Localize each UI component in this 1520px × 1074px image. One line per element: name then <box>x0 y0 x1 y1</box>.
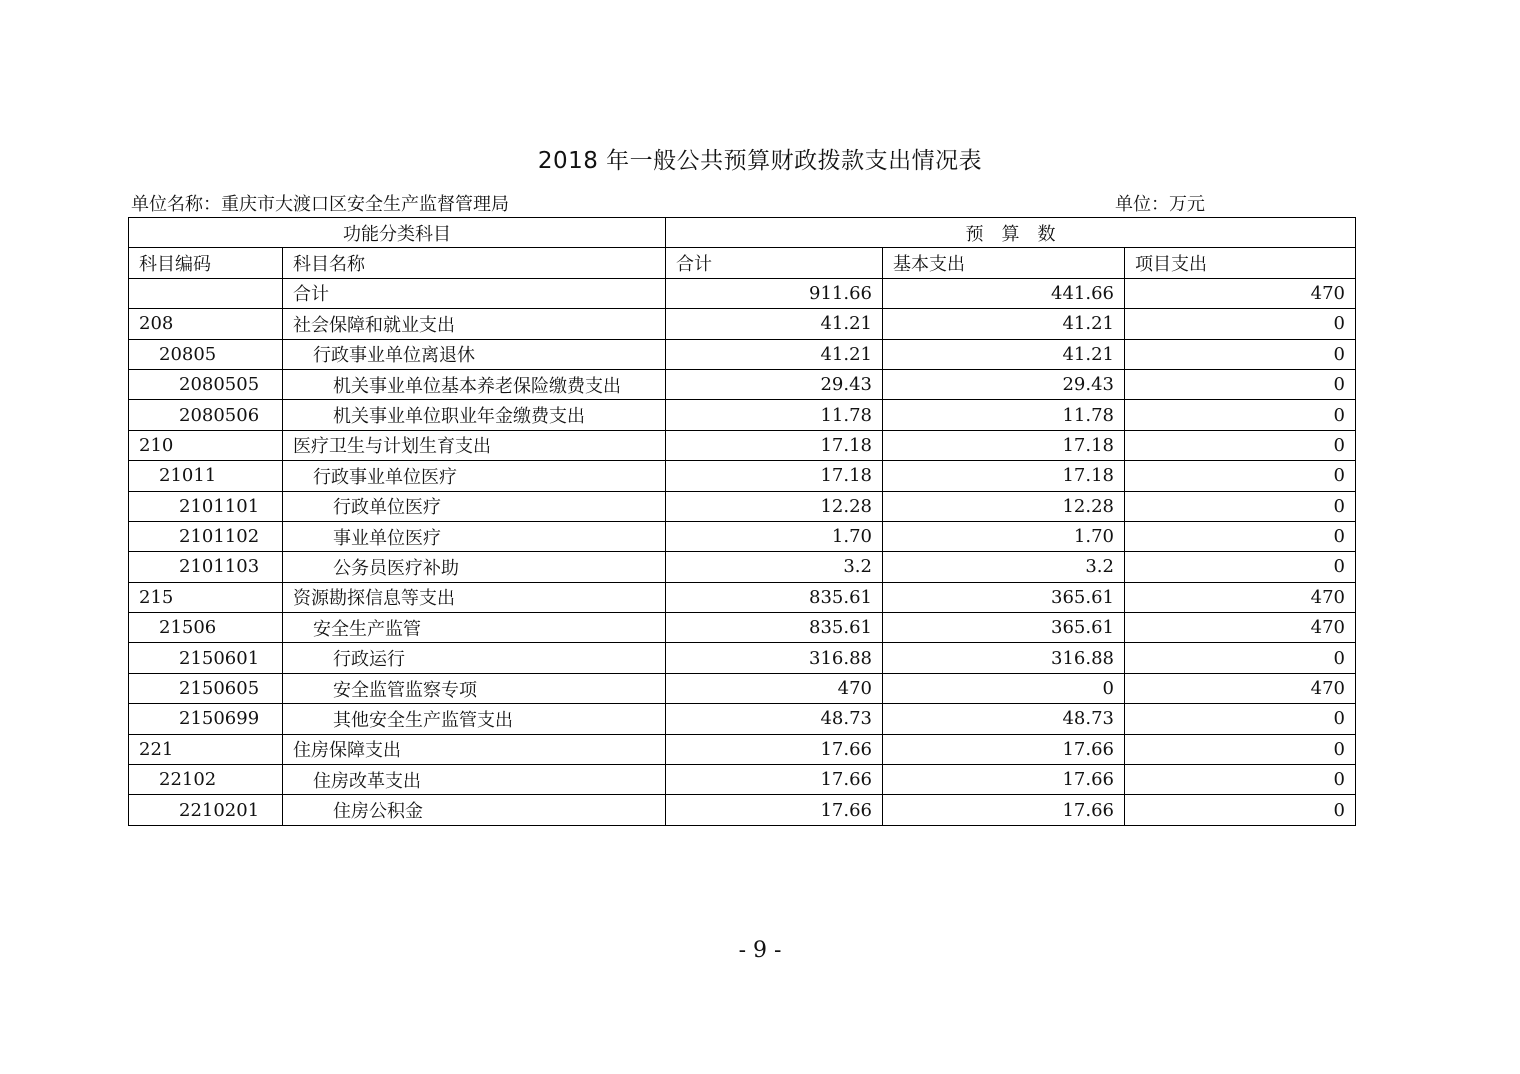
cell-name: 事业单位医疗 <box>283 521 666 551</box>
cell-code: 215 <box>129 582 283 612</box>
table-row <box>129 613 1356 643</box>
table-row <box>129 461 1356 491</box>
cell-basic: 41.21 <box>883 339 1125 369</box>
cell-code: 2150601 <box>129 643 283 673</box>
header-column-row <box>129 248 1356 278</box>
cell-total: 41.21 <box>666 309 883 339</box>
cell-total: 12.28 <box>666 491 883 521</box>
table-row <box>129 734 1356 764</box>
cell-total: 48.73 <box>666 704 883 734</box>
page-number: - 9 - <box>738 938 782 963</box>
cell-total: 17.66 <box>666 734 883 764</box>
header-total: 合计 <box>666 248 883 278</box>
cell-code: 2101102 <box>129 521 283 551</box>
unit-name-label: 单位名称：重庆市大渡口区安全生产监督管理局 <box>131 194 509 215</box>
cell-code: 22102 <box>129 765 283 795</box>
cell-basic: 17.18 <box>883 461 1125 491</box>
cell-project: 0 <box>1125 461 1356 491</box>
cell-name: 行政事业单位医疗 <box>283 461 666 491</box>
cell-project: 0 <box>1125 309 1356 339</box>
header-budget-amount: 预 算 数 <box>666 218 1356 248</box>
cell-total: 41.21 <box>666 339 883 369</box>
cell-basic: 441.66 <box>883 278 1125 308</box>
table-row <box>129 582 1356 612</box>
cell-basic: 365.61 <box>883 582 1125 612</box>
cell-project: 0 <box>1125 704 1356 734</box>
cell-basic: 365.61 <box>883 613 1125 643</box>
table-row <box>129 369 1356 399</box>
table-body <box>129 278 1356 825</box>
cell-project: 0 <box>1125 552 1356 582</box>
header-group-row <box>129 218 1356 248</box>
cell-basic: 12.28 <box>883 491 1125 521</box>
cell-code: 2080505 <box>129 369 283 399</box>
table-row <box>129 491 1356 521</box>
header-project: 项目支出 <box>1125 248 1356 278</box>
cell-name: 机关事业单位基本养老保险缴费支出 <box>283 369 666 399</box>
cell-basic: 17.66 <box>883 795 1125 825</box>
cell-total: 911.66 <box>666 278 883 308</box>
cell-project: 0 <box>1125 430 1356 460</box>
cell-name: 医疗卫生与计划生育支出 <box>283 430 666 460</box>
cell-total: 17.18 <box>666 461 883 491</box>
header-name: 科目名称 <box>283 248 666 278</box>
cell-basic: 17.66 <box>883 765 1125 795</box>
cell-basic: 17.66 <box>883 734 1125 764</box>
cell-name: 住房公积金 <box>283 795 666 825</box>
budget-table <box>128 217 1356 826</box>
cell-project: 0 <box>1125 491 1356 521</box>
table-row <box>129 309 1356 339</box>
cell-project: 0 <box>1125 643 1356 673</box>
currency-unit-label: 单位：万元 <box>1115 194 1205 215</box>
table-row <box>129 643 1356 673</box>
cell-name: 社会保障和就业支出 <box>283 309 666 339</box>
table-row <box>129 430 1356 460</box>
page-title: 2018 年一般公共预算财政拨款支出情况表 <box>537 148 983 174</box>
cell-project: 470 <box>1125 582 1356 612</box>
cell-basic: 1.70 <box>883 521 1125 551</box>
cell-name: 行政单位医疗 <box>283 491 666 521</box>
cell-name: 安全监管监察专项 <box>283 673 666 703</box>
cell-total: 11.78 <box>666 400 883 430</box>
table-row <box>129 278 1356 308</box>
cell-name: 合计 <box>283 278 666 308</box>
cell-basic: 17.18 <box>883 430 1125 460</box>
table-row <box>129 673 1356 703</box>
cell-project: 0 <box>1125 400 1356 430</box>
cell-code: 20805 <box>129 339 283 369</box>
header-code: 科目编码 <box>129 248 283 278</box>
header-function-category: 功能分类科目 <box>129 218 666 248</box>
cell-name: 行政运行 <box>283 643 666 673</box>
cell-total: 17.66 <box>666 765 883 795</box>
cell-code: 210 <box>129 430 283 460</box>
cell-total: 316.88 <box>666 643 883 673</box>
cell-code: 2150699 <box>129 704 283 734</box>
cell-code: 2210201 <box>129 795 283 825</box>
cell-total: 470 <box>666 673 883 703</box>
cell-basic: 29.43 <box>883 369 1125 399</box>
cell-basic: 316.88 <box>883 643 1125 673</box>
cell-basic: 11.78 <box>883 400 1125 430</box>
table-row <box>129 339 1356 369</box>
cell-name: 机关事业单位职业年金缴费支出 <box>283 400 666 430</box>
cell-total: 17.18 <box>666 430 883 460</box>
cell-total: 29.43 <box>666 369 883 399</box>
table-row <box>129 552 1356 582</box>
cell-basic: 48.73 <box>883 704 1125 734</box>
cell-name: 公务员医疗补助 <box>283 552 666 582</box>
cell-project: 470 <box>1125 278 1356 308</box>
table-row <box>129 765 1356 795</box>
cell-basic: 3.2 <box>883 552 1125 582</box>
cell-project: 0 <box>1125 795 1356 825</box>
table-row <box>129 795 1356 825</box>
cell-code <box>129 278 283 308</box>
cell-total: 835.61 <box>666 582 883 612</box>
cell-code: 2080506 <box>129 400 283 430</box>
cell-code: 21011 <box>129 461 283 491</box>
cell-basic: 0 <box>883 673 1125 703</box>
cell-project: 0 <box>1125 369 1356 399</box>
cell-project: 470 <box>1125 673 1356 703</box>
cell-code: 208 <box>129 309 283 339</box>
cell-project: 470 <box>1125 613 1356 643</box>
cell-project: 0 <box>1125 765 1356 795</box>
cell-code: 21506 <box>129 613 283 643</box>
cell-name: 住房保障支出 <box>283 734 666 764</box>
cell-code: 2150605 <box>129 673 283 703</box>
cell-total: 1.70 <box>666 521 883 551</box>
cell-total: 17.66 <box>666 795 883 825</box>
table-row <box>129 704 1356 734</box>
cell-total: 3.2 <box>666 552 883 582</box>
cell-project: 0 <box>1125 734 1356 764</box>
cell-name: 其他安全生产监管支出 <box>283 704 666 734</box>
table-row <box>129 521 1356 551</box>
cell-name: 住房改革支出 <box>283 765 666 795</box>
table-row <box>129 400 1356 430</box>
cell-code: 2101101 <box>129 491 283 521</box>
cell-code: 221 <box>129 734 283 764</box>
cell-name: 资源勘探信息等支出 <box>283 582 666 612</box>
cell-project: 0 <box>1125 521 1356 551</box>
cell-code: 2101103 <box>129 552 283 582</box>
cell-total: 835.61 <box>666 613 883 643</box>
cell-basic: 41.21 <box>883 309 1125 339</box>
cell-project: 0 <box>1125 339 1356 369</box>
cell-name: 行政事业单位离退休 <box>283 339 666 369</box>
cell-name: 安全生产监管 <box>283 613 666 643</box>
header-basic: 基本支出 <box>883 248 1125 278</box>
